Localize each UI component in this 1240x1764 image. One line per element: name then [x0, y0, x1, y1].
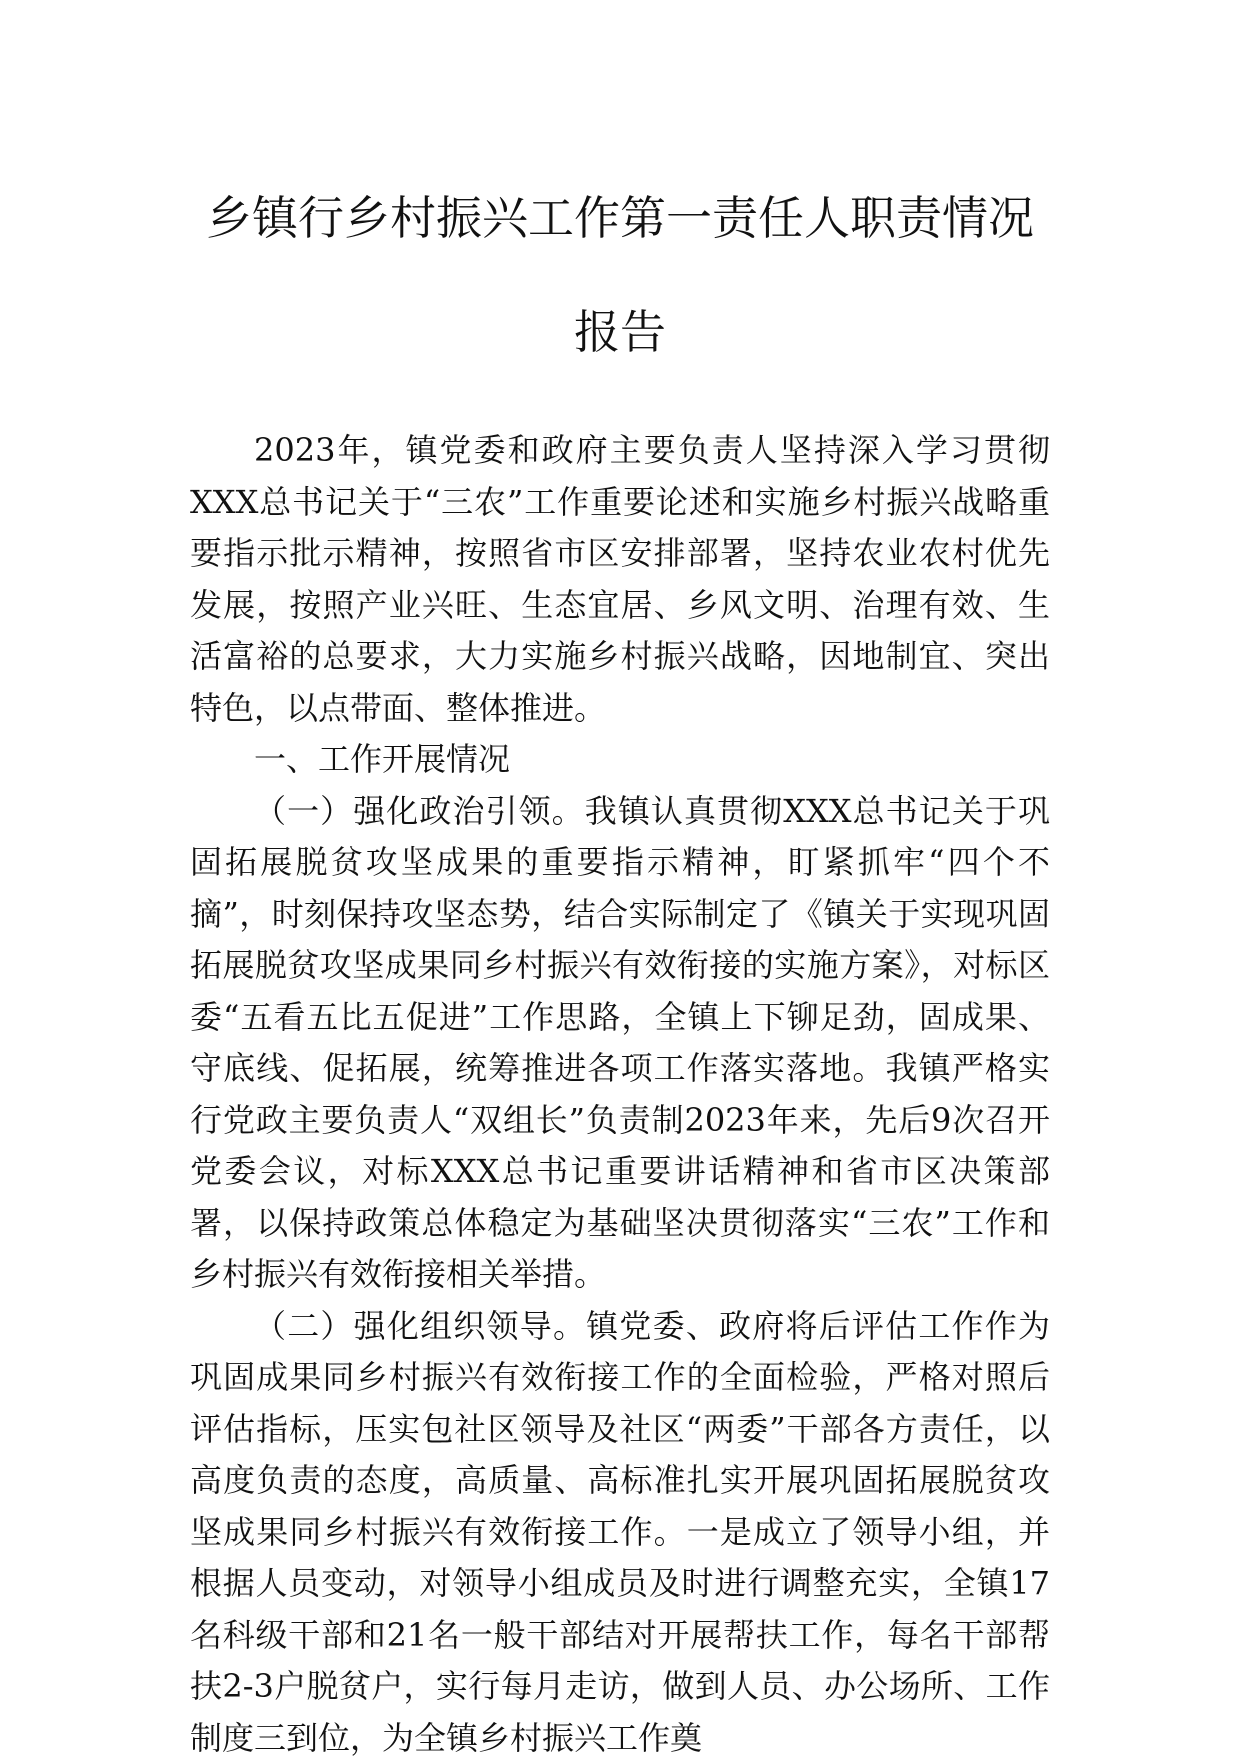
document-body [190, 425, 1050, 1764]
paragraph-intro: 2023年，镇党委和政府主要负责人坚持深入学习贯彻XXX总书记关于“三农”工作重要论述和实施乡村振兴战略重要指示批示精神，按照省市区安排部署，坚持农业农村优先发展，按照产业兴旺、生态宜居、乡风文明、治理有效、生活富裕的总要求，大力实施乡村振兴战略，因地制宜、突出特色，以点带面、整体推进。 [190, 425, 1050, 734]
section-heading-1: 一、工作开展情况 [190, 734, 1050, 786]
paragraph-political-leadership: （一）强化政治引领。我镇认真贯彻XXX总书记关于巩固拓展脱贫攻坚成果的重要指示精神，盯紧抓牢“四个不摘”，时刻保持攻坚态势，结合实际制定了《镇关于实现巩固拓展脱贫攻坚成果同乡村振兴有效衔接的实施方案》，对标区委“五看五比五促进”工作思路，全镇上下铆足劲，固成果、守底线、促拓展，统筹推进各项工作落实落地。我镇严格实行党政主要负责人“双组长”负责制2023年来，先后9次召开党委会议，对标XXX总书记重要讲话精神和省市区决策部署，以保持政策总体稳定为基础坚决贯彻落实“三农”工作和乡村振兴有效衔接相关举措。 [190, 786, 1050, 1301]
document-title-line-1: 乡镇行乡村振兴工作第一责任人职责情况 [190, 188, 1050, 248]
document-title-line-2: 报告 [190, 302, 1050, 362]
paragraph-organizational-leadership: （二）强化组织领导。镇党委、政府将后评估工作作为巩固成果同乡村振兴有效衔接工作的全面检验，严格对照后评估指标，压实包社区领导及社区“两委”干部各方责任，以高度负责的态度，高质量、高标准扎实开展巩固拓展脱贫攻坚成果同乡村振兴有效衔接工作。一是成立了领导小组，并根据人员变动，对领导小组成员及时进行调整充实，全镇17名科级干部和21名一般干部结对开展帮扶工作，每名干部帮扶2-3户脱贫户，实行每月走访，做到人员、办公场所、工作制度三到位，为全镇乡村振兴工作奠 [190, 1301, 1050, 1764]
